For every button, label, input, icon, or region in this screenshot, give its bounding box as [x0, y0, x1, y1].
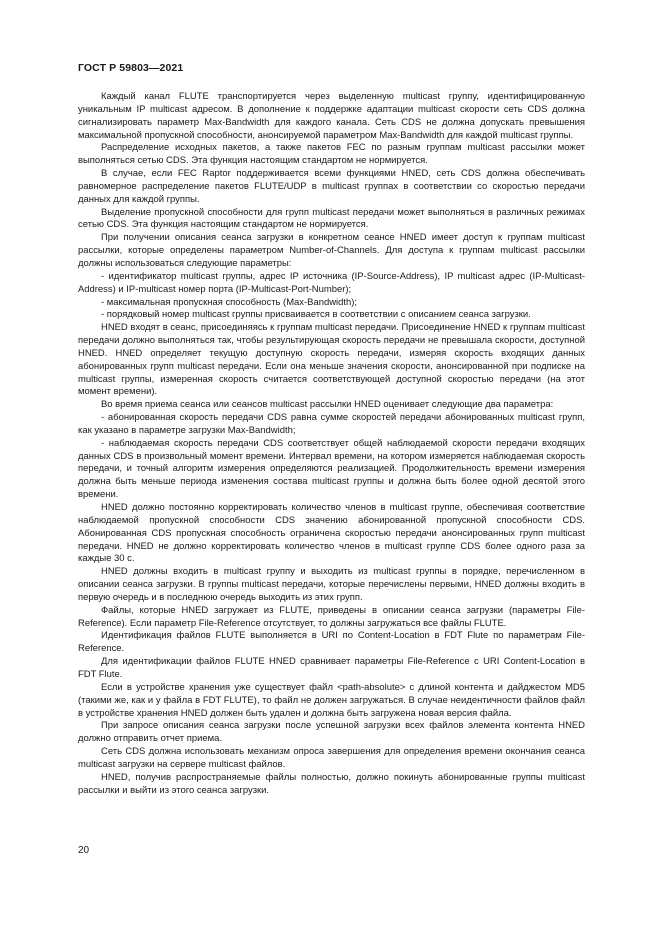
paragraph: HNED должны входить в multicast группу и выходить из multicast группы в порядке, перечисленном в описании сеанса загрузки. В группы multicast передачи, которые перечислены первыми, HNED должны входить в первую очередь и в последнюю очередь выходить из этих групп. [78, 566, 585, 603]
paragraph: Распределение исходных пакетов, а также пакетов FEC по разным группам multicast рассылки может выполняться сетью CDS. Эта функция настоящим стандартом не нормируется. [78, 142, 585, 167]
paragraph: HNED, получив распространяемые файлы полностью, должно покинуть абонированные группы multicast рассылки и выйти из этого сеанса загрузки. [78, 771, 585, 796]
list-item: - наблюдаемая скорость передачи CDS соответствует общей наблюдаемой скорости передачи входящих данных CDS в произвольный момент времени. Интервал времени, на котором измеряется наблюдаемая скорость передачи, и точный алгоритм измерения определяются реализацией. Продолжительность времени измерения должна быть меньше периода изменения состава multicast группы и должна быть более одной десятой этого времени. [78, 437, 585, 501]
list-item: - порядковый номер multicast группы присваивается в соответствии с описанием сеанса загрузки. [101, 309, 531, 321]
paragraph: HNED должно постоянно корректировать количество членов в multicast группе, обеспечивая соответствие наблюдаемой пропускной способности CDS значению абонированной пропускной способности CDS. Абонированная CDS пропускная способность ограничена скоростью передачи анонсированных групп multicast передачи. HNED не должно корректировать количество членов в multicast группе CDS более одного раза за каждые 30 с. [78, 502, 585, 565]
paragraph: Во время приема сеанса или сеансов multicast рассылки HNED оценивает следующие два параметра: [101, 399, 554, 411]
paragraph: При получении описания сеанса загрузки в конкретном сеансе HNED имеет доступ к группам multicast рассылки, которые определены параметром Number-of-Channels. Для доступа к группам multicast рассылки должны использоваться следующие параметры: [78, 232, 585, 269]
document-header: ГОСТ Р 59803—2021 [78, 62, 184, 74]
paragraph: Каждый канал FLUTE транспортируется через выделенную multicast группу, идентифицированную уникальным IP multicast адресом. В дополнение к поддержке адаптации multicast скорости сеть CDS должна сигнализировать параметр Max-Bandwidth для каждого канала. Сеть CDS не должна допускать превышения максимальной пропускной способности, анонсируемой параметром Max-Bandwidth для каждой multicast группы. [78, 91, 585, 141]
paragraph: Для идентификации файлов FLUTE HNED сравнивает параметры File-Reference с URI Content-Location в FDT Flute. [78, 656, 585, 680]
document-body [78, 91, 585, 797]
paragraph: Файлы, которые HNED загружает из FLUTE, приведены в описании сеанса загрузки (параметры File-Reference). Если параметр File-Reference отсутствует, то должны загружаться все файлы FLUTE. [78, 604, 585, 629]
paragraph: При запросе описания сеанса загрузки после успешной загрузки всех файлов элемента контента HNED должно отправить отчет приема. [78, 720, 585, 745]
paragraph: Выделение пропускной способности для групп multicast передачи может выполняться в различных режимах сетью CDS. Эта функция настоящим стандартом не нормируется. [78, 206, 585, 231]
list-item: - абонированная скорость передачи CDS равна сумме скоростей передачи абонированных multicast групп, как указано в параметре загрузки Max-Bandwidth; [78, 412, 585, 436]
page-number: 20 [78, 845, 90, 856]
paragraph: Идентификация файлов FLUTE выполняется в URI по Content-Location в FDT Flute по параметрам File-Reference. [78, 630, 585, 655]
paragraph: HNED входят в сеанс, присоединяясь к группам multicast передачи. Присоединение HNED к группам multicast передачи должно выполняться так, чтобы результирующая скорость передачи не превышала скорости, доступной HNED. HNED определяет текущую доступную скорость передачи, измеряя скорость входящих данных абонированных групп multicast передачи. Если она меньше значения скорости, анонсированной при подписке на multicast группы, измеренная скорость считается соответствующей доступной скоростью передачи (на этот момент времени). [78, 322, 585, 398]
list-item: - идентификатор multicast группы, адрес IP источника (IP-Source-Address), IP multicast адрес (IP-Multicast-Address) и IP-multicast номер порта (IP-Multicast-Port-Number); [78, 270, 585, 295]
paragraph: Сеть CDS должна использовать механизм опроса завершения для определения времени окончания сеанса multicast загрузки на сервере multicast файлов. [78, 746, 585, 770]
paragraph: Если в устройстве хранения уже существует файл <path-absolute> с длиной контента и дайджестом MD5 (такими же, как и у файла в FDT FLUTE), то файл не должен загружаться. В случае неидентичности файлов файл в устройстве хранения HNED должен быть удален и должна быть загружена новая версия файла. [78, 681, 585, 719]
list-item: - максимальная пропускная способность (Max-Bandwidth); [101, 296, 358, 308]
paragraph: В случае, если FEC Raptor поддерживается всеми функциями HNED, сеть CDS должна обеспечивать равномерное распределение пакетов FLUTE/UDP в multicast группах в соответствии со скоростью передачи данных для каждой группы. [78, 168, 585, 205]
